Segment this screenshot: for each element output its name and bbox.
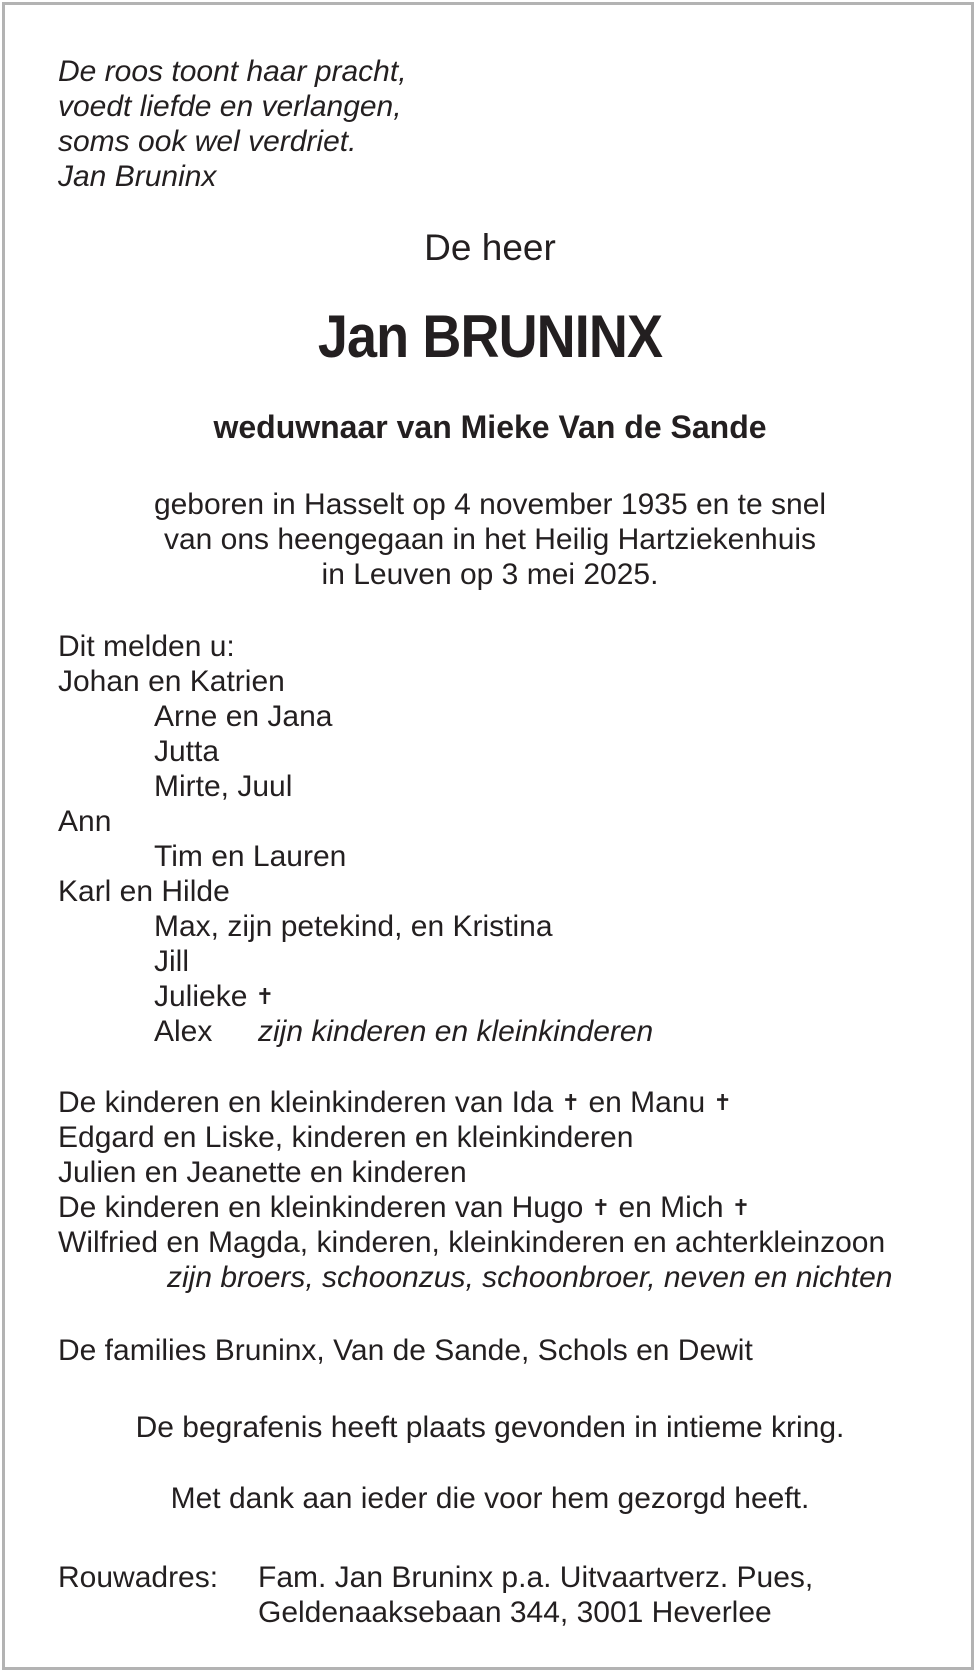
address-label: Rouwadres: (58, 1561, 219, 1594)
family-member: Tim en Lauren (154, 840, 347, 873)
sibling-line: Julien en Jeanette en kinderen (58, 1156, 467, 1189)
salutation: De heer (424, 227, 556, 268)
family-member: Johan en Katrien (58, 665, 285, 698)
cross-icon: ✝ (561, 1090, 581, 1115)
birth-line: geboren in Hasselt op 4 november 1935 en te snel (153, 488, 827, 521)
family-member: Ann (58, 805, 112, 838)
family-member (154, 979, 274, 1014)
announcers-intro: Dit melden u: (58, 630, 235, 663)
family-member: Jutta (154, 735, 220, 768)
address-line: Fam. Jan Bruninx p.a. Uitvaartverz. Pues, (258, 1561, 814, 1594)
cross-icon: ✝ (591, 1195, 611, 1220)
poem-line: voedt liefde en verlangen, (58, 90, 402, 123)
relation-tag: zijn broers, schoonzus, schoonbroer, neven en nichten (167, 1261, 893, 1294)
family-member: Mirte, Juul (154, 770, 293, 803)
deceased-name: Jan BRUNINX (317, 303, 663, 370)
sibling-line: Edgard en Liske, kinderen en kleinkinderen (58, 1121, 634, 1154)
widower-line: weduwnaar van Mieke Van de Sande (213, 409, 767, 445)
address-line: Geldenaaksebaan 344, 3001 Heverlee (258, 1596, 772, 1629)
cross-icon: ✝ (713, 1090, 732, 1115)
poem-line: soms ook wel verdriet. (58, 125, 357, 158)
sibling-line: Wilfried en Magda, kinderen, kleinkinderen en achterkleinzoon (58, 1226, 886, 1259)
poem-author: Jan Bruninx (58, 160, 217, 193)
birth-line: van ons heengegaan in het Heilig Hartziekenhuis (163, 523, 817, 556)
family-member-name: Julieke (154, 980, 248, 1013)
family-member: Arne en Jana (154, 700, 333, 733)
sibling-text: en Mich (618, 1191, 724, 1224)
funeral-line: De begrafenis heeft plaats gevonden in intieme kring. (135, 1411, 845, 1444)
family-member: Jill (154, 945, 189, 978)
sibling-text: De kinderen en kleinkinderen van Ida (58, 1086, 554, 1119)
sibling-text: en Manu (588, 1086, 706, 1119)
relation-tag: zijn kinderen en kleinkinderen (258, 1015, 654, 1048)
sibling-text: De kinderen en kleinkinderen van Hugo (58, 1191, 584, 1224)
family-member-name: Alex (154, 1015, 213, 1048)
family-member: Max, zijn petekind, en Kristina (154, 910, 553, 943)
cross-icon: ✝ (255, 984, 275, 1009)
families-line: De families Bruninx, Van de Sande, Schols en Dewit (58, 1334, 753, 1367)
sibling-line (58, 1190, 750, 1225)
cross-icon: ✝ (731, 1195, 751, 1220)
sibling-line (58, 1085, 732, 1120)
thanks-line: Met dank aan ieder die voor hem gezorgd heeft. (170, 1482, 810, 1515)
family-member: Karl en Hilde (58, 875, 230, 908)
family-member (154, 1014, 654, 1049)
poem-line: De roos toont haar pracht, (58, 55, 407, 88)
birth-line: in Leuven op 3 mei 2025. (321, 558, 659, 591)
